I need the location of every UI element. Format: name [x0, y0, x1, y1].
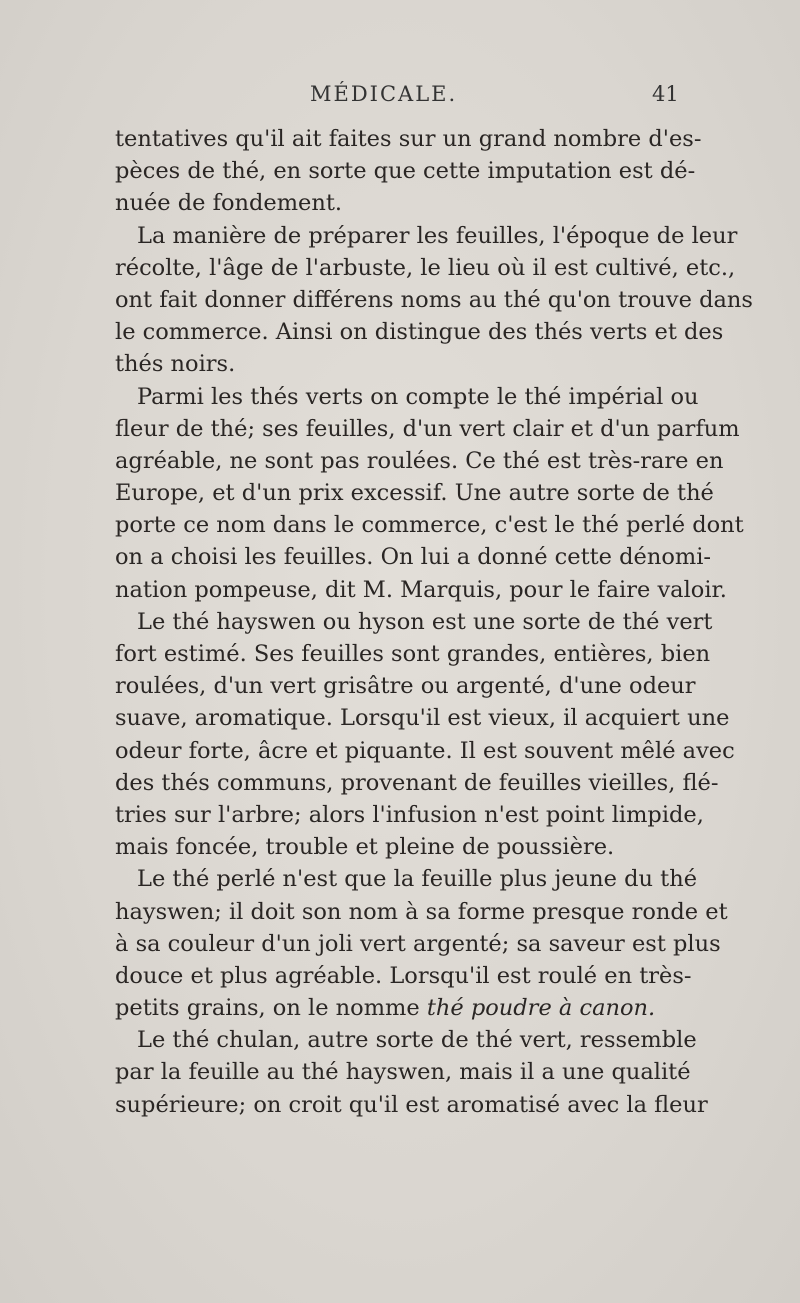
text-line: [115, 316, 724, 348]
text-line-content: Le thé perlé n'est que la feuille plus jeune du thé: [137, 866, 698, 893]
text-line: [115, 896, 728, 928]
text-line: [115, 381, 699, 413]
text-line-content: pèces de thé, en sorte que cette imputation est dé-: [115, 158, 696, 185]
text-line: [115, 187, 680, 219]
text-line-content: hayswen; il doit son nom à sa forme presque ronde et: [115, 898, 728, 925]
text-line-content: petits grains, on le nomme: [115, 995, 427, 1022]
text-line: [115, 477, 714, 509]
text-line-content: douce et plus agréable. Lorsqu'il est roulé en très-: [115, 962, 692, 989]
text-line-content: fleur de thé; ses feuilles, d'un vert clair et d'un parfum: [115, 415, 740, 442]
text-line-content: on a choisi les feuilles. On lui a donné cette dénomi-: [115, 544, 712, 571]
text-line: [115, 348, 680, 380]
text-line-content: Le thé chulan, autre sorte de thé vert, ressemble: [137, 1027, 697, 1054]
text-line-content: supérieure; on croit qu'il est aromatisé avec la fleur: [115, 1091, 708, 1118]
text-line: [115, 1024, 697, 1056]
text-line: [115, 767, 719, 799]
italic-term: thé poudre à canon.: [426, 995, 656, 1022]
text-line-content: agréable, ne sont pas roulées. Ce thé est très-rare en: [115, 447, 724, 474]
text-line-content: La manière de préparer les feuilles, l'époque de leur: [137, 222, 738, 249]
text-line-content: thés noirs.: [115, 351, 236, 378]
text-line: [115, 541, 712, 573]
text-line-content: suave, aromatique. Lorsqu'il est vieux, il acquiert une: [115, 705, 730, 732]
text-line-content: roulées, d'un vert grisâtre ou argenté, d'une odeur: [115, 673, 696, 700]
text-line: [115, 670, 696, 702]
body-text: [115, 123, 753, 1121]
text-line-content: odeur forte, âcre et piquante. Il est souvent mêlé avec: [115, 737, 735, 764]
text-line-content: par la feuille au thé hayswen, mais il a une qualité: [115, 1059, 691, 1086]
text-line: [115, 413, 740, 445]
text-line-content: Parmi les thés verts on compte le thé impérial ou: [137, 383, 699, 410]
text-line: [115, 509, 744, 541]
text-line: [115, 606, 713, 638]
text-line: [115, 1056, 691, 1088]
text-line-content: récolte, l'âge de l'arbuste, le lieu où il est cultivé, etc.,: [115, 254, 736, 281]
text-line-content: Le thé hayswen ou hyson est une sorte de thé vert: [137, 608, 713, 635]
text-line-content: fort estimé. Ses feuilles sont grandes, entières, bien: [115, 641, 711, 667]
text-line: [115, 960, 692, 992]
text-line-content: tentatives qu'il ait faites sur un grand nombre d'es-: [115, 126, 702, 152]
text-line-content: mais foncée, trouble et pleine de poussière.: [115, 834, 615, 861]
text-line-content: nuée de fondement.: [115, 190, 343, 217]
text-line: [115, 928, 721, 960]
text-line: [115, 123, 702, 155]
text-line-content: Europe, et d'un prix excessif. Une autre sorte de thé: [115, 480, 714, 507]
text-line: [115, 735, 735, 767]
text-line-content: ont fait donner différens noms au thé qu'on trouve dans: [115, 286, 753, 313]
text-line-content: des thés communs, provenant de feuilles vieilles, flé-: [115, 769, 719, 796]
text-line: [115, 252, 736, 284]
text-line: [115, 702, 730, 734]
text-line-content: à sa couleur d'un joli vert argenté; sa saveur est plus: [115, 930, 721, 957]
text-line: [115, 220, 738, 252]
text-line: [115, 863, 698, 895]
text-line: [115, 155, 696, 187]
text-line: [115, 799, 704, 831]
text-line-content: tries sur l'arbre; alors l'infusion n'est point limpide,: [115, 801, 704, 828]
text-line-content: nation pompeuse, dit M. Marquis, pour le faire valoir.: [115, 576, 727, 603]
text-line-content: porte ce nom dans le commerce, c'est le thé perlé dont: [115, 512, 744, 539]
running-head: [0, 82, 800, 112]
text-line-content: le commerce. Ainsi on distingue des thés verts et des: [115, 319, 724, 346]
page-number: 41: [652, 82, 679, 106]
text-line: [115, 1089, 708, 1121]
text-line: [115, 574, 727, 606]
text-line: [115, 831, 680, 863]
text-line: [115, 445, 724, 477]
text-line: [115, 284, 753, 316]
text-line: [115, 992, 680, 1024]
running-title: MÉDICALE.: [310, 82, 458, 106]
text-line: [115, 638, 711, 670]
